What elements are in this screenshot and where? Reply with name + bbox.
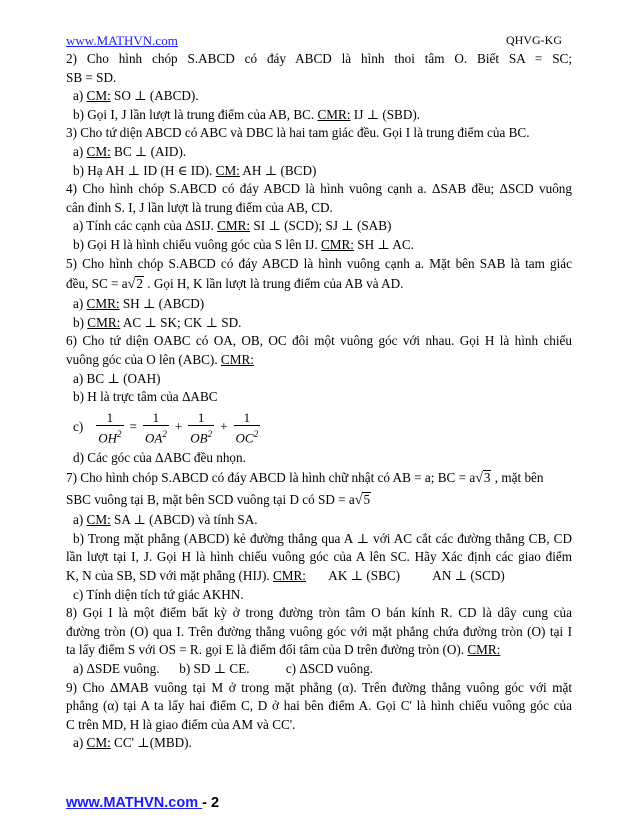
ex8-line3: ta lấy điểm S với OS = R. gọi E là điểm đối tâm của D trên đường tròn (O). CMR: [66, 642, 501, 658]
ex7-part-c: c) Tính diện tích tứ giác AKHN. [73, 586, 244, 602]
ex3-part-a: a) CM: BC ⊥ (AID). [73, 143, 187, 159]
ex7-part-b-line3: K, N của SB, SD với mặt phẳng (HIJ). CMR: AK ⊥ (SBC) AN ⊥ (SCD) [66, 568, 505, 584]
ex4-part-b: b) Gọi H là hình chiếu vuông góc của S lên IJ. CMR: SH ⊥ AC. [73, 236, 414, 252]
ex7-line2: SBC vuông tại B, mặt bên SCD vuông tại D có SD = a√5 [66, 492, 371, 509]
footer-site-link[interactable]: www.MATHVN.com [66, 795, 203, 811]
ex6-line2: vuông góc của O lên (ABC). CMR: [66, 351, 254, 367]
ex5-line1: 5) Cho hình chóp S.ABCD có đáy ABCD là hình vuông cạnh a. Mặt bên SAB là tam giác [66, 255, 572, 271]
ex2-line2: SB = SD. [66, 69, 117, 85]
ex4-line1: 4) Cho hình chóp S.ABCD có đáy ABCD là hình vuông cạnh a. ΔSAB đều; ΔSCD vuông [66, 181, 572, 197]
ex9-line2: phẳng (α) tại A ta lấy hai điểm C, D ở hai bên điểm A. Gọi C' là hình chiếu vuông góc của [66, 698, 572, 714]
ex7-part-a: a) CM: SA ⊥ (ABCD) và tính SA. [73, 512, 258, 528]
ex3-part-b: b) Hạ AH ⊥ ID (H ∈ ID). CM: AH ⊥ (BCD) [73, 162, 317, 178]
page-number: - 2 [202, 795, 220, 811]
ex6-part-c-formula: c) $\frac{1}{OH^2}$ = $\frac{1}{OA^2}$ + $\frac{1}{OB^2}$ + $\frac{1}{OC^2}$ [73, 409, 259, 445]
ex6-part-b: b) H là trực tâm của ΔABC [73, 389, 218, 405]
ex6-part-d: d) Các góc của ΔABC đều nhọn. [73, 449, 246, 465]
page-footer [66, 795, 219, 811]
header-site-link[interactable]: www.MATHVN.com [66, 33, 178, 48]
sqrt-radicand: 2 [136, 276, 143, 292]
ex5-part-a: a) CMR: SH ⊥ (ABCD) [73, 296, 205, 312]
ex8-line1: 8) Gọi I là một điểm bất kỳ ở trong đường tròn tâm O bán kính R. CD là dây cung của [66, 605, 572, 621]
ex6-part-a: a) BC ⊥ (OAH) [73, 370, 161, 386]
ex5-line2: đều, SC = a√2 . Gọi H, K lần lượt là trung điểm của AB và AD. [66, 276, 404, 293]
fraction-oh: $\frac{1}{OH^2}$ [98, 409, 122, 445]
ex3-line1: 3) Cho tứ diện ABCD có ABC và DBC là hai tam giác đều. Gọi I là trung điểm của BC. [66, 125, 530, 141]
page-header [66, 33, 572, 49]
ex2-part-b: b) Gọi I, J lần lượt là trung điểm của AB, BC. CMR: IJ ⊥ (SBD). [73, 106, 421, 122]
ex2-part-a: a) CM: SO ⊥ (ABCD). [73, 88, 199, 104]
ex8-parts: a) ΔSDE vuông. b) SD ⊥ CE. c) ΔSCD vuông. [73, 661, 374, 677]
ex7-part-b-line2: lần lượt tại I, J. Gọi H là hình chiếu vuông góc của A lên SC. Hãy Xác định các giao điểm [66, 549, 572, 565]
fraction-oa: $\frac{1}{OA^2}$ [144, 409, 167, 445]
ex7-line1: 7) Cho hình chóp S.ABCD có đáy ABCD là hình chữ nhật có AB = a; BC = a√3 , mặt bên [66, 470, 544, 487]
ex5-part-b: b) CMR: AC ⊥ SK; CK ⊥ SD. [73, 314, 242, 330]
ex6-line1: 6) Cho tứ diện OABC có OA, OB, OC đôi một vuông góc với nhau. Gọi H là hình chiếu [66, 333, 572, 349]
ex4-line2: cân đỉnh S. I, J lần lượt là trung điểm của AB, CD. [66, 199, 333, 215]
exercise-list [66, 50, 572, 753]
ex4-part-a: a) Tính các cạnh của ΔSIJ. CMR: SI ⊥ (SCD); SJ ⊥ (SAB) [73, 218, 392, 234]
fraction-ob: $\frac{1}{OB^2}$ [190, 409, 213, 445]
ex8-line2: đường tròn (O) qua I. Trên đường thẳng vuông góc với mặt phẳng chứa đường tròn (O) tại I [66, 623, 572, 639]
ex2-line1: 2) Cho hình chóp S.ABCD có đáy ABCD là hình thoi tâm O. Biết SA = SC; [66, 51, 572, 66]
fraction-oc: $\frac{1}{OC^2}$ [235, 409, 259, 445]
ex7-part-b-line1: b) Trong mặt phẳng (ABCD) kẻ đường thẳng qua A ⊥ với AC cắt các đường thẳng CB, CD [73, 530, 572, 546]
ex9-line1: 9) Cho ΔMAB vuông tại M ở trong mặt phẳng (α). Trên đường thẳng vuông góc với mặt [66, 679, 572, 695]
ex9-line3: C trên MD, H là giao điểm của AM và CC'. [66, 716, 296, 732]
ex9-part-a: a) CM: CC' ⊥(MBD). [73, 735, 192, 751]
header-tag: QHVG-KG [506, 33, 562, 47]
